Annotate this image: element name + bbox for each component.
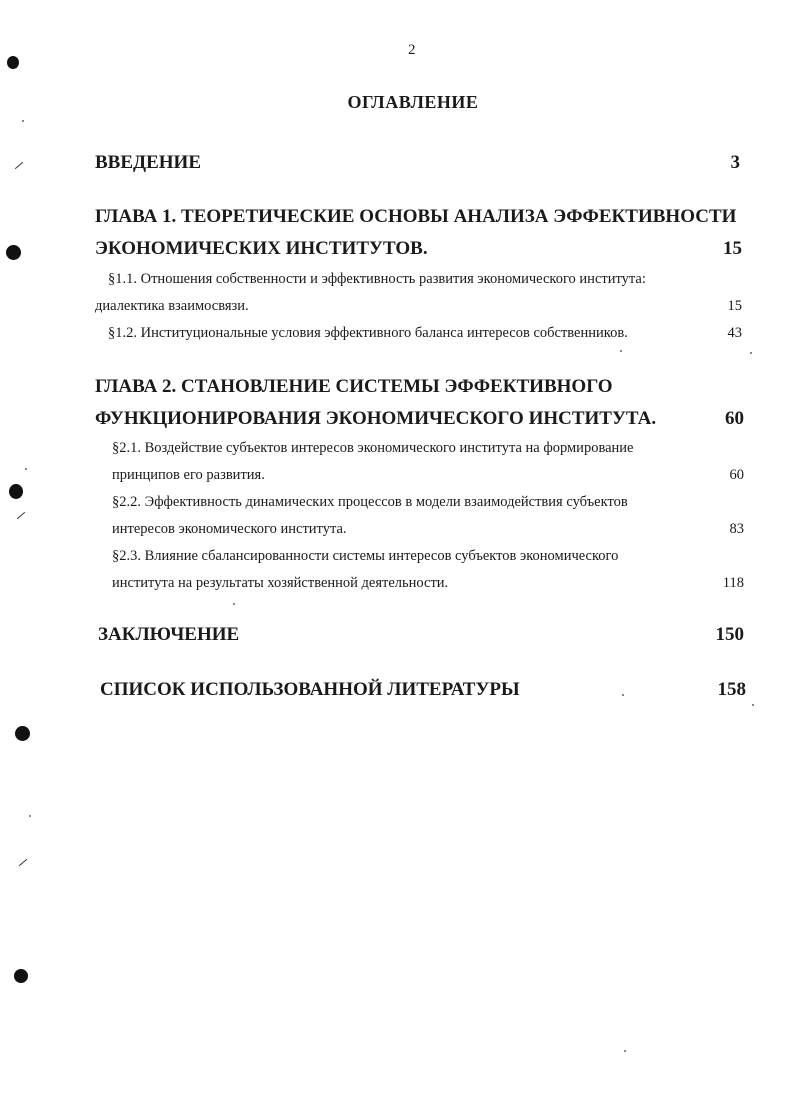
toc-section-2-2-line2: интересов экономического института. (112, 521, 347, 537)
toc-conclusion-page: 150 (715, 624, 744, 645)
binder-hole-mark (15, 726, 30, 741)
toc-references-page: 158 (717, 679, 746, 700)
toc-intro-page: 3 (730, 152, 740, 173)
toc-section-2-1-page: 60 (729, 467, 744, 483)
toc-section-2-3-line1: §2.3. Влияние сбалансированности системы интересов субъектов экономического (112, 548, 619, 564)
toc-section-2-2-page: 83 (729, 521, 744, 537)
toc-section-2-2-line1: §2.2. Эффективность динамических процессов в модели взаимодействия субъектов (112, 494, 628, 510)
toc-section-1-1-page: 15 (727, 298, 742, 314)
scan-speck (624, 1050, 626, 1052)
scan-speck (15, 162, 23, 169)
toc-section-1-2-line1: §1.2. Институциональные условия эффективного баланса интересов собственников. (108, 325, 628, 341)
binder-hole-mark (7, 56, 19, 69)
toc-chapter2-page: 60 (725, 408, 744, 429)
scan-speck (233, 603, 235, 605)
toc-section-1-1-line2: диалектика взаимосвязи. (95, 298, 249, 314)
toc-section-2-1-line1: §2.1. Воздействие субъектов интересов экономического института на формирование (112, 440, 634, 456)
toc-section-1-2-page: 43 (727, 325, 742, 341)
scan-speck (22, 120, 24, 122)
binder-hole-mark (6, 245, 21, 260)
toc-section-2-1-line2: принципов его развития. (112, 467, 265, 483)
binder-hole-mark (9, 484, 23, 499)
toc-chapter2-line2: ФУНКЦИОНИРОВАНИЯ ЭКОНОМИЧЕСКОГО ИНСТИТУТА. (95, 408, 657, 429)
toc-intro-label: ВВЕДЕНИЕ (95, 152, 201, 173)
scan-speck (17, 512, 25, 519)
toc-chapter1-page: 15 (723, 238, 742, 259)
scan-speck (752, 704, 754, 706)
page-title: ОГЛАВЛЕНИЕ (347, 92, 479, 112)
scan-speck (750, 352, 752, 354)
toc-conclusion-label: ЗАКЛЮЧЕНИЕ (98, 624, 240, 645)
scan-speck (19, 859, 27, 866)
binder-hole-mark (14, 969, 28, 983)
toc-chapter2-line1: ГЛАВА 2. СТАНОВЛЕНИЕ СИСТЕМЫ ЭФФЕКТИВНОГО (95, 376, 613, 397)
scan-speck (622, 694, 624, 696)
toc-section-1-1-line1: §1.1. Отношения собственности и эффективность развития экономического института: (108, 271, 646, 287)
scan-speck (620, 350, 622, 352)
toc-section-2-3-page: 118 (722, 575, 744, 591)
toc-section-2-3-line2: института на результаты хозяйственной деятельности. (112, 575, 449, 591)
toc-references-label: СПИСОК ИСПОЛЬЗОВАННОЙ ЛИТЕРАТУРЫ (100, 679, 520, 700)
toc-chapter1-line2: ЭКОНОМИЧЕСКИХ ИНСТИТУТОВ. (95, 238, 428, 259)
toc-chapter1-line1: ГЛАВА 1. ТЕОРЕТИЧЕСКИЕ ОСНОВЫ АНАЛИЗА ЭФФЕКТИВНОСТИ (95, 206, 737, 227)
scan-speck (29, 815, 31, 817)
page-number: 2 (408, 42, 416, 58)
scan-speck (25, 468, 27, 470)
